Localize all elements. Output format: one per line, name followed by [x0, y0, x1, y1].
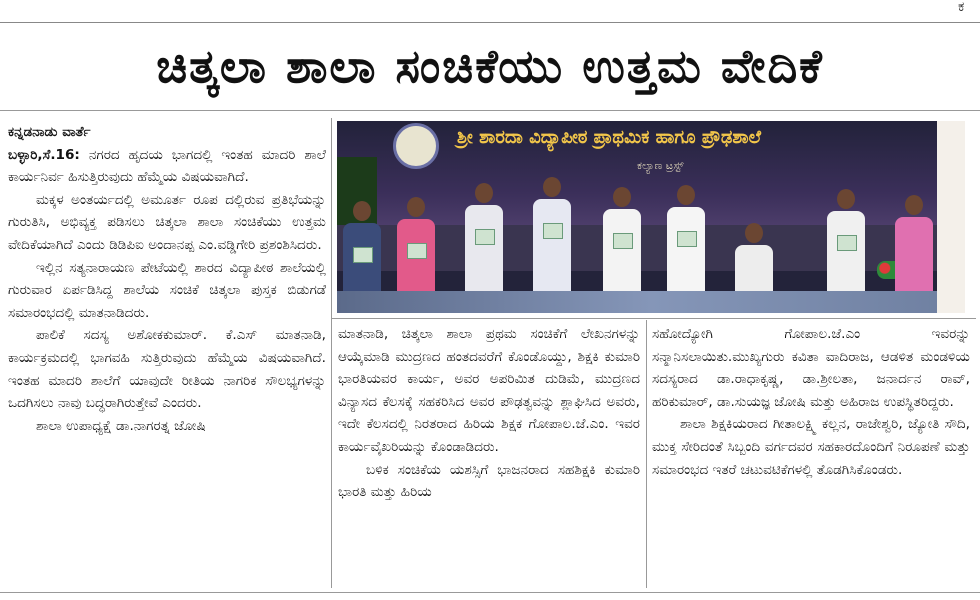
paragraph: ಮಕ್ಕಳ ಅಂತರ್ಯದಲ್ಲಿ ಅಮೂರ್ತ ರೂಪ ದಲ್ಲಿರುವ ಪ್ರತಿಭೆಯನ್ನು ಗುರುತಿಸಿ, ಅಭಿವ್ಯಕ್ತ ಪಡಿಸಲು ಚಿತ್ಕಲಾ ಶಾಲಾ ಸಂಚಿಕೆಯು ಉತ್ತಮ ವೇದಿಕೆಯಾಗಿದೆ ಎಂದು ಡಿಡಿಪಿಐ ಅಂದಾನಪ್ಪ ಎಂ.ವಡ್ಡಿಗೇರಿ ಪ್ರಶಂಶಿಸಿದರು.: [8, 191, 326, 253]
page-corner-glyph: ಕ: [958, 0, 965, 15]
column-divider: [331, 118, 332, 588]
paragraph: ಸಹೋದ್ಯೋಗಿ ಗೋಪಾಲ.ಜೆ.ಎಂ ಇವರನ್ನು ಸನ್ಮಾನಿಸಲಾಯಿತು.ಮುಖ್ಯಗುರು ಕವಿತಾ ವಾದಿರಾಜ, ಆಡಳಿತ ಮಂಡಳಿಯ ಸದಸ್ಯರಾದ ಡಾ.ರಾಧಾಕೃಷ್ಣ, ಡಾ.ಶ್ರೀಲತಾ, ಜನಾರ್ದನ ರಾವ್, ಹರಿಕುಮಾರ್, ಡಾ.ಸುಯಜ್ಞ ಜೋಷಿ ಮತ್ತು ಅಹಿರಾಜ ಉಪಸ್ಥಿತರಿದ್ದರು.: [652, 326, 970, 410]
school-emblem-icon: [393, 123, 439, 169]
article-column-2: [338, 323, 640, 504]
paragraph: ಶಾಲಾ ಉಪಾಧ್ಯಕ್ಷೆ ಡಾ.ನಾಗರತ್ನ ಜೋಷಿ: [36, 417, 206, 434]
paragraph: ಪಾಲಿಕೆ ಸದಸ್ಯ ಅಶೋಕಕುಮಾರ್. ಕೆ.ಎಸ್ ಮಾತನಾಡಿ, ಕಾರ್ಯಕ್ರಮದಲ್ಲಿ ಭಾಗವಹಿ ಸುತ್ತಿರುವುದು ಹೆಮ್ಮೆಯ ವಿಷಯವಾಗಿದೆ. ಇಂತಹ ಮಾದರಿ ಶಾಲೆಗೆ ಯಾವುದೇ ರೀತಿಯ ನಾಗರಿಕ ಸೌಲಭ್ಯಗಳನ್ನು ಒದಗಿಸಲು ನಾವು ಬದ್ಧರಾಗಿರುತ್ತೇವೆ ಎಂದರು.: [8, 327, 326, 412]
paragraph: ಇಲ್ಲಿನ ಸತ್ಯನಾರಾಯಣ ಪೇಟೆಯಲ್ಲಿ ಶಾರದ ವಿದ್ಯಾಪೀಠ ಶಾಲೆಯಲ್ಲಿ ಗುರುವಾರ ಏರ್ಪಡಿಸಿದ್ದ ಶಾಲೆಯ ಸಂಚಿಕೆ ಚಿತ್ಕಲಾ ಪುಸ್ತಕ ಬಿಡುಗಡೆ ಸಮಾರಂಭದಲ್ಲಿ ಮಾತನಾಡಿದರು.: [8, 259, 326, 321]
column-divider: [646, 320, 647, 588]
byline: ಕನ್ನಡನಾಡು ವಾರ್ತೆ: [8, 124, 91, 140]
article-column-1: [8, 121, 326, 437]
person: [533, 177, 571, 291]
person: [827, 189, 865, 291]
person: [343, 201, 381, 291]
paragraph: [8, 144, 326, 189]
stage-table: [337, 291, 965, 313]
person: [895, 195, 933, 291]
paragraph: ಮಾತನಾಡಿ, ಚಿತ್ಕಲಾ ಶಾಲಾ ಪ್ರಥಮ ಸಂಚಿಕೆಗೆ ಲೇಖನಗಳನ್ನು ಆಯ್ಕೆಮಾಡಿ ಮುದ್ರಣದ ಹಂತದವರೆಗೆ ಕೊಂಡೊಯ್ದು, ಶಿಕ್ಷಕಿ ಕುಮಾರಿ ಭಾರತಿಯವರ ಕಾರ್ಯ, ಅವರ ಅಪರಿಮಿತ ದುಡಿಮೆ, ಮುದ್ರಣದ ವಿನ್ಯಾಸದ ಕೆಲಸಕ್ಕೆ ಸಹಕರಿಸಿದ ಅವರ ಪೌಢತ್ವವನ್ನು ಶ್ಲಾಘಿಸಿದ ಅವರು, ಇದೇ ಕೆಲಸದಲ್ಲಿ ನಿರತರಾದ ಹಿರಿಯ ಶಿಕ್ಷಕ ಗೋಪಾಲ.ಜೆ.ಎಂ. ಇವರ ಕಾರ್ಯವೈಖರಿಯನ್ನು ಕೊಂಡಾಡಿದರು.: [338, 326, 640, 455]
paragraph: ಶಾಲಾ ಶಿಕ್ಷಕಿಯರಾದ ಗೀತಾಲಕ್ಷ್ಮಿ ಕಲ್ಲನ, ರಾಜೇಶ್ವರಿ, ಜ್ಯೋತಿ ಸೌದಿ, ಮುಕ್ತ ಸೇರಿದಂತೆ ಸಿಬ್ಬಂದಿ ವರ್ಗದವರ ಸಹಕಾರದೊಂದಿಗೆ ನಿರೂಪಣೆ ಮತ್ತು ಸಮಾರಂಭದ ಇತರೆ ಚಟುವಟಿಕೆಗಳಲ್ಲಿ ತೊಡಗಿಸಿಕೊಂಡರು.: [652, 416, 970, 478]
headline: ಚಿತ್ಕಲಾ ಶಾಲಾ ಸಂಚಿಕೆಯು ಉತ್ತಮ ವೇದಿಕೆ: [156, 39, 824, 93]
person: [603, 187, 641, 291]
person: [465, 183, 503, 291]
headline-bottom-rule: [0, 110, 980, 111]
banner-subtitle: ಕಲ್ಯಾಣ ಟ್ರಸ್ಟ್: [637, 159, 684, 172]
event-photo: [337, 121, 965, 313]
photo-bottom-rule: [331, 318, 976, 319]
person: [735, 223, 773, 291]
article-column-3: [652, 323, 970, 481]
person: [667, 185, 705, 291]
paragraph-text: ನಗರದ ಹೃದಯ ಭಾಗದಲ್ಲಿ ಇಂತಹ ಮಾದರಿ ಶಾಲೆ ಕಾರ್ಯನಿರ್ವ ಹಿಸುತ್ತಿರುವುದು ಹೆಮ್ಮೆಯ ವಿಷಯವಾಗಿದೆ.: [8, 146, 326, 186]
bottom-rule: [0, 592, 980, 593]
banner-title: ಶ್ರೀ ಶಾರದಾ ವಿದ್ಯಾಪೀಠ ಪ್ರಾಥಮಿಕ ಹಾಗೂ ಪ್ರೌಢಶಾಲೆ: [457, 127, 761, 148]
dateline: ಬಳ್ಳಾರಿ,ಸೆ.16:: [8, 146, 80, 163]
person: [397, 197, 435, 291]
paragraph: ಬಳಿಕ ಸಂಚಿಕೆಯ ಯಶಸ್ಸಿಗೆ ಭಾಜನರಾದ ಸಹಶಿಕ್ಷಕಿ ಕುಮಾರಿ ಭಾರತಿ ಮತ್ತು ಹಿರಿಯ: [338, 461, 640, 501]
photo-margin: [937, 121, 965, 313]
top-rule: [0, 22, 980, 23]
